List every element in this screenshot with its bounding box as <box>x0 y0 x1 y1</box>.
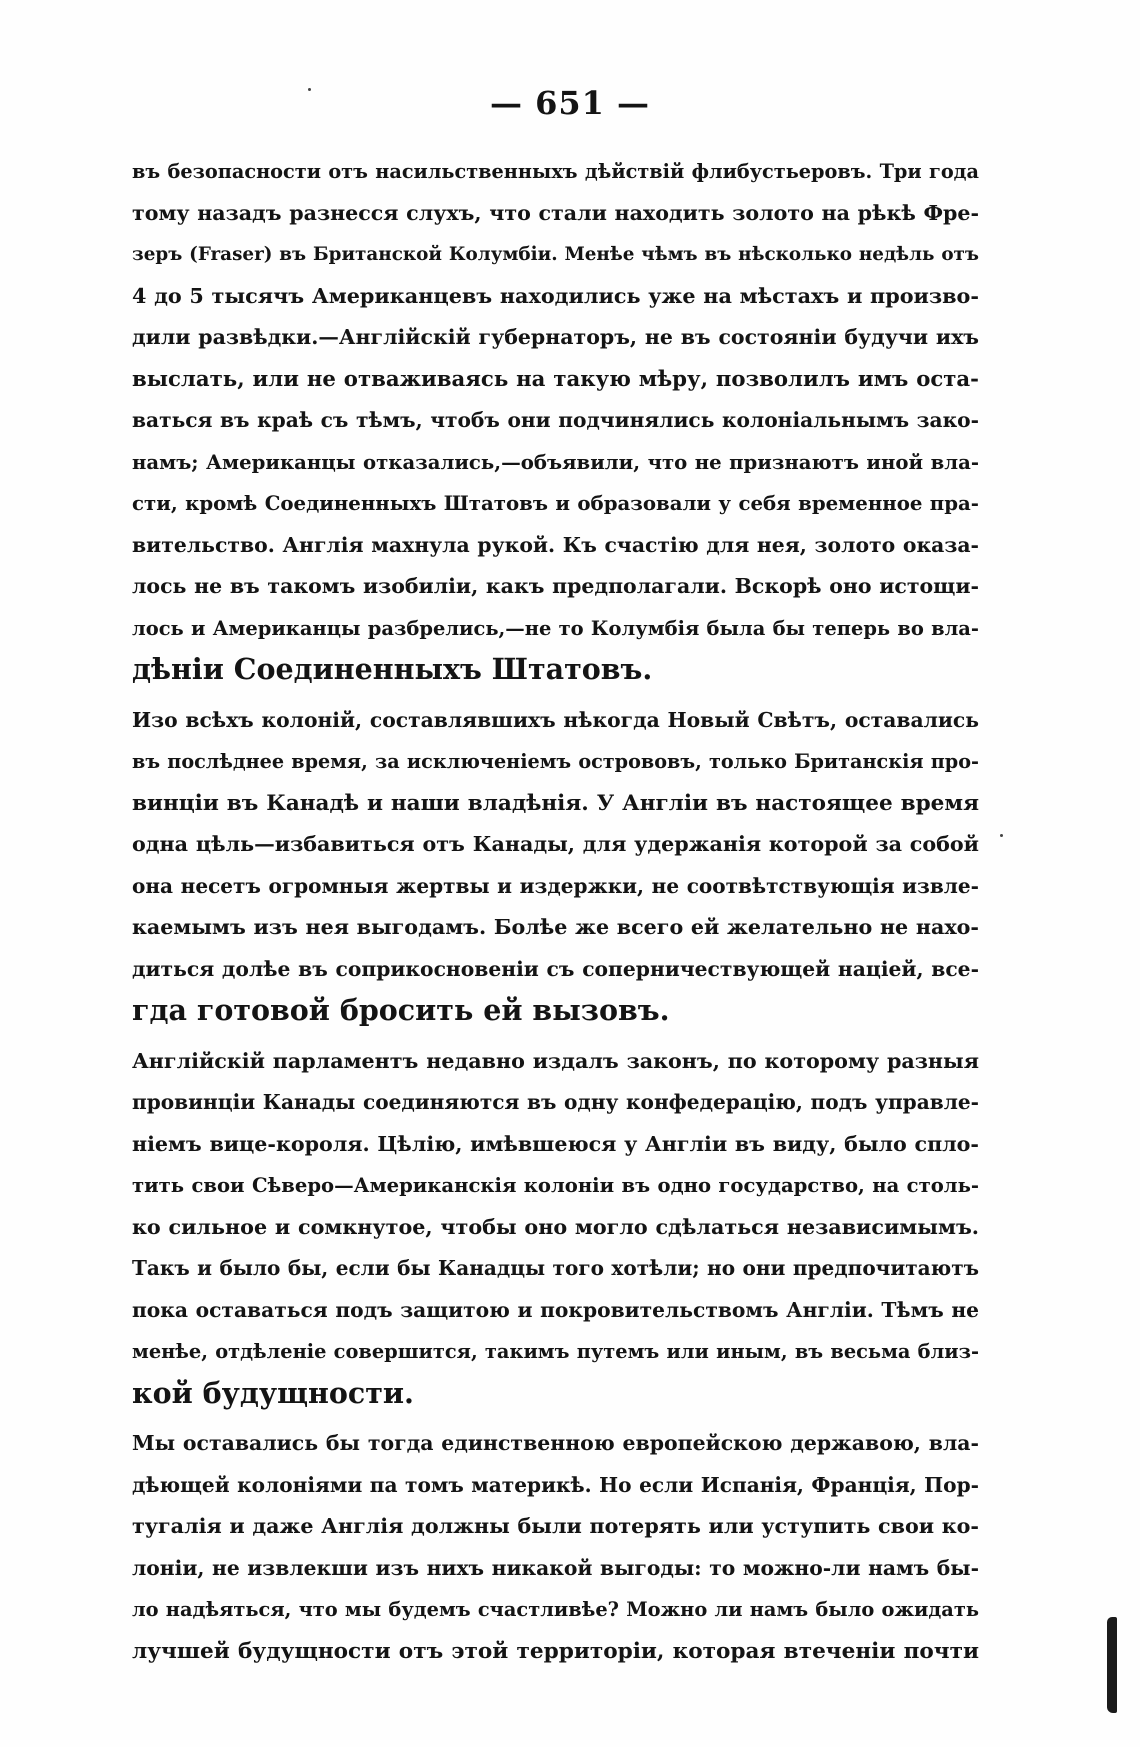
text-line: дили развѣдки.—Англійскій губернаторъ, не въ состояніи будучи ихъ <box>132 325 979 349</box>
text-line: Изо всѣхъ колоній, составлявшихъ нѣкогда Новый Свѣтъ, оставались <box>132 707 979 732</box>
scan-speck <box>308 88 311 91</box>
page-text <box>132 151 979 1681</box>
text-line: вительство. Англія махнула рукой. Къ счастію для нея, золото оказа- <box>132 532 979 557</box>
text-line: провинціи Канады соединяются въ одну конфедерацію, подъ управле- <box>132 1090 979 1114</box>
scan-edge-mark <box>1107 1617 1117 1713</box>
text-line: одна цѣль—избавиться отъ Канады, для удержанія которой за собой <box>132 832 979 856</box>
text-line: сти, кромѣ Соединенныхъ Штатовъ и образовали у себя временное пра- <box>132 491 979 515</box>
text-line: она несетъ огромныя жертвы и издержки, не соотвѣтствующія извле- <box>132 873 979 898</box>
text-line: тому назадъ разнесся слухъ, что стали находить золото на рѣкѣ Фре- <box>132 200 979 225</box>
text-line: въ безопасности отъ насильственныхъ дѣйствій флибустьеровъ. Три года <box>132 160 979 183</box>
text-line: дѣніи Соединенныхъ Штатовъ. <box>132 652 653 686</box>
text-line: диться долѣе въ соприкосновеніи съ соперничествующей націей, все- <box>132 956 979 981</box>
text-line: намъ; Американцы отказались,—объявили, что не признаютъ иной вла- <box>132 450 979 474</box>
text-line: лучшей будущности отъ этой территоріи, которая втеченіи почти <box>132 1638 979 1664</box>
text-line: тугалія и даже Англія должны были потерять или уступить свои ко- <box>132 1514 979 1538</box>
text-line: лоніи, не извлекши изъ нихъ никакой выгоды: то можно-ли намъ бы- <box>132 1555 979 1580</box>
text-line: выслать, или не отваживаясь на такую мѣру, позволилъ имъ оста- <box>132 366 979 392</box>
text-line: зеръ (Fraser) въ Британской Колумбіи. Менѣе чѣмъ въ нѣсколько недѣль отъ <box>132 244 979 265</box>
text-line: въ послѣднее время, за исключеніемъ острововъ, только Британскія про- <box>132 750 979 773</box>
scan-speck <box>1000 834 1003 837</box>
text-line: 4 до 5 тысячъ Американцевъ находились уже на мѣстахъ и произво- <box>132 283 979 308</box>
text-line: лось и Американцы разбрелись,—не то Колумбія была бы теперь во вла- <box>132 616 979 640</box>
text-line: ніемъ вице-короля. Цѣлію, имѣвшеюся у Англіи въ виду, было спло- <box>132 1131 979 1156</box>
text-line: Англійскій парламентъ недавно издалъ законъ, по которому разныя <box>132 1048 979 1073</box>
text-line: винціи въ Канадѣ и наши владѣнія. У Англіи въ настоящее время <box>132 790 979 816</box>
text-line: ваться въ краѣ съ тѣмъ, чтобъ они подчинялись колоніальнымъ зако- <box>132 408 979 432</box>
page-number: — 651 — <box>489 84 651 122</box>
text-line: каемымъ изъ нея выгодамъ. Болѣе же всего ей желательно не нахо- <box>132 915 979 939</box>
text-line: Мы оставались бы тогда единственною европейскою державою, вла- <box>132 1431 979 1455</box>
text-line: кой будущности. <box>132 1375 414 1410</box>
paragraph-3 <box>132 1041 979 1415</box>
paragraph-4 <box>132 1423 979 1672</box>
paragraph-1 <box>132 151 979 691</box>
text-line: пока оставаться подъ защитою и покровительствомъ Англіи. Тѣмъ не <box>132 1297 979 1322</box>
text-line: ко сильное и сомкнутое, чтобы оно могло сдѣлаться независимымъ. <box>132 1214 979 1239</box>
paragraph-2 <box>132 700 979 1032</box>
text-line: ло надѣяться, что мы будемъ счастливѣе? Можно ли намъ было ожидать <box>132 1598 979 1621</box>
text-line: тить свои Сѣверо—Американскія колоніи въ одно государство, на столь- <box>132 1174 979 1197</box>
text-line: дѣющей колоніями па томъ материкѣ. Но если Испанія, Франція, Пор- <box>132 1472 979 1497</box>
text-line: лось не въ такомъ изобиліи, какъ предполагали. Вскорѣ оно истощи- <box>132 574 979 598</box>
text-line: гда готовой бросить ей вызовъ. <box>132 993 670 1027</box>
text-line: менѣе, отдѣленіе совершится, такимъ путемъ или иным, въ весьма близ- <box>132 1340 979 1363</box>
text-line: Такъ и было бы, если бы Канадцы того хотѣли; но они предпочитаютъ <box>132 1256 979 1280</box>
